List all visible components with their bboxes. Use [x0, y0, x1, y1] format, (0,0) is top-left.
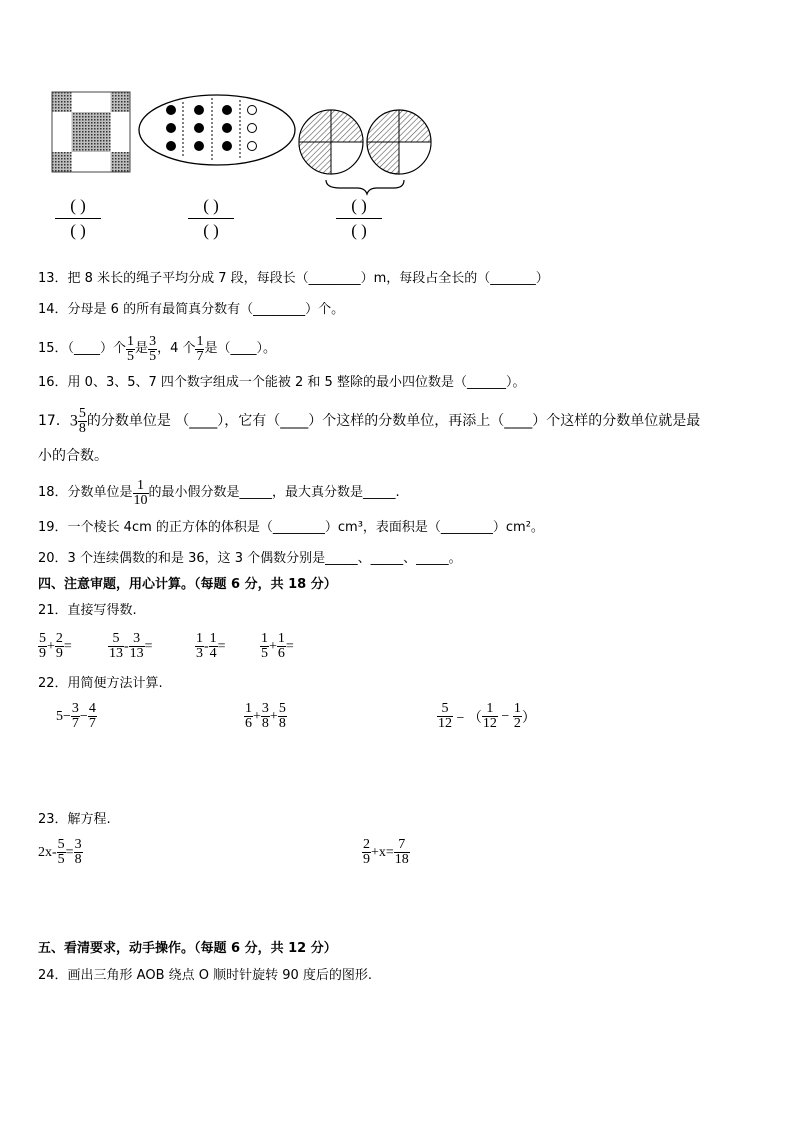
quarter-circles: [299, 110, 431, 194]
question-24: 24．画出三角形 AOB 绕点 O 顺时针旋转 90 度后的图形.: [38, 968, 373, 983]
fraction: $\frac{3}{5}$: [149, 333, 157, 364]
question-19: 19．一个棱长 4cm 的正方体的体积是（________）cm³，表面积是（________）cm²。: [38, 520, 544, 535]
mixed-number: 3 $\frac{5}{8}$: [69, 405, 86, 436]
question-23-title: 23．解方程.: [38, 812, 111, 827]
section-5-title: 五、看清要求，动手操作。（每题 6 分，共 12 分）: [38, 941, 337, 956]
question-20: 20．3 个连续偶数的和是 36，这 3 个偶数分别是_____、_____、_____。: [38, 551, 462, 566]
q22-expr-1: 5− $\frac{3}{7}$ − $\frac{4}{7}$: [56, 701, 96, 731]
question-17-cont: 小的合数。: [38, 448, 108, 464]
question-21-title: 21．直接写得数.: [38, 603, 137, 618]
question-17: 17． 3 $\frac{5}{8}$ 的分数单位是 （____），它有（____）个这样的分数单位，再添上（____）个这样的分数单位就是最: [38, 405, 701, 436]
fraction-pictures: [40, 88, 460, 198]
question-14: 14．分母是 6 的所有最简真分数有（________）个。: [38, 302, 345, 317]
fraction: $\frac{1}{7}$: [196, 333, 204, 364]
q22-expr-3: $\frac{5}{12}$ − （ $\frac{1}{12}$ − $\frac{1}{2}$ ）: [438, 701, 536, 731]
q21-expr-2: $\frac{5}{13}$ - $\frac{3}{13}$ =: [109, 631, 153, 661]
fraction: $\frac{1}{5}$: [127, 333, 135, 364]
q23-equation-1: 2x- $\frac{5}{5}$ = $\frac{3}{8}$: [38, 837, 82, 867]
question-22-title: 22．用简便方法计算.: [38, 676, 163, 691]
blank-fraction-3: ( ) ( ): [336, 196, 382, 241]
q22-expr-2: $\frac{1}{6}$ + $\frac{3}{8}$ + $\frac{5}{8}$: [245, 701, 286, 731]
dot-ellipse: [139, 95, 295, 165]
q21-expr-4: $\frac{1}{5}$ + $\frac{1}{6}$ =: [261, 631, 294, 661]
question-18: 18．分数单位是 $\frac{1}{10}$ 的最小假分数是_____，最大真分数是_____.: [38, 477, 400, 508]
q21-expr-1: $\frac{5}{9}$ + $\frac{2}{9}$ =: [39, 631, 72, 661]
blank-fraction-2: ( ) ( ): [188, 196, 234, 241]
q23-equation-2: $\frac{2}{9}$ +x= $\frac{7}{18}$: [363, 837, 409, 867]
section-4-title: 四、注意审题，用心计算。（每题 6 分，共 18 分）: [38, 577, 337, 592]
question-16: 16．用 0、3、5、7 四个数字组成一个能被 2 和 5 整除的最小四位数是（______）。: [38, 375, 526, 390]
question-15: 15．（____）个 $\frac{1}{5}$ 是 $\frac{3}{5}$ ，4 个 $\frac{1}{7}$ 是（____）。: [38, 333, 276, 364]
q21-expr-3: $\frac{1}{3}$ - $\frac{1}{4}$ =: [196, 631, 226, 661]
question-13: 13．把 8 米长的绳子平均分成 7 段，每段长（________）m，每段占全长的（_______）: [38, 271, 549, 286]
checker-square: [52, 92, 130, 172]
blank-fraction-1: ( ) ( ): [55, 196, 101, 241]
fraction: $\frac{1}{10}$: [133, 477, 148, 508]
